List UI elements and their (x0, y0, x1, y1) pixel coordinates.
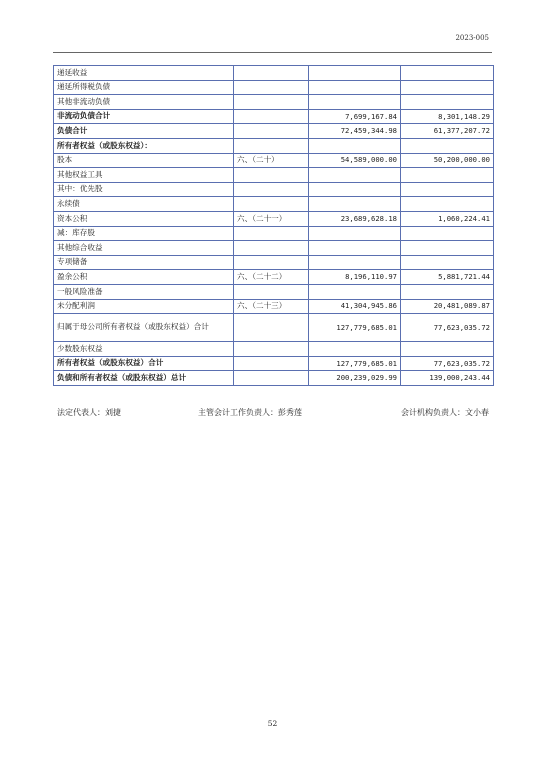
balance-sheet-table (53, 65, 494, 386)
table-row (54, 371, 494, 386)
table-row (54, 211, 494, 226)
table-row (54, 109, 494, 124)
table-row (54, 299, 494, 314)
row-item: 其中：优先股 (54, 182, 234, 197)
row-begin-value: 77,623,035.72 (401, 356, 494, 371)
accounting-supervisor: 主管会计工作负责人：彭秀莲 (198, 408, 302, 417)
row-end-value: 54,589,000.00 (309, 153, 401, 168)
row-note (234, 124, 309, 139)
table-row (54, 153, 494, 168)
row-note: 六、（二十三） (234, 299, 309, 314)
table-row (54, 241, 494, 256)
row-begin-value (401, 182, 494, 197)
table-row (54, 226, 494, 241)
row-begin-value (401, 138, 494, 153)
table-row (54, 182, 494, 197)
row-begin-value (401, 95, 494, 110)
row-note (234, 109, 309, 124)
table-row (54, 95, 494, 110)
table-row (54, 255, 494, 270)
row-item: 负债和所有者权益（或股东权益）总计 (54, 371, 234, 386)
row-end-value: 23,689,628.18 (309, 211, 401, 226)
row-note (234, 168, 309, 183)
row-end-value: 7,699,167.84 (309, 109, 401, 124)
row-item: 其他权益工具 (54, 168, 234, 183)
row-note: 六、（二十一） (234, 211, 309, 226)
table-row (54, 356, 494, 371)
row-begin-value: 139,000,243.44 (401, 371, 494, 386)
header-divider (53, 52, 492, 53)
row-item: 未分配利润 (54, 299, 234, 314)
row-begin-value (401, 255, 494, 270)
row-item: 递延所得税负债 (54, 80, 234, 95)
row-item: 永续债 (54, 197, 234, 212)
row-item: 盈余公积 (54, 270, 234, 285)
row-begin-value (401, 80, 494, 95)
row-note (234, 371, 309, 386)
row-begin-value (401, 66, 494, 81)
row-note (234, 95, 309, 110)
row-item: 归属于母公司所有者权益（或股东权益）合计 (54, 314, 234, 342)
row-end-value (309, 80, 401, 95)
document-code: 2023-005 (455, 34, 489, 42)
row-end-value (309, 226, 401, 241)
row-end-value (309, 342, 401, 357)
row-note (234, 138, 309, 153)
table-row (54, 284, 494, 299)
table-row (54, 342, 494, 357)
row-note (234, 66, 309, 81)
row-end-value (309, 168, 401, 183)
row-item: 专项储备 (54, 255, 234, 270)
row-item: 其他非流动负债 (54, 95, 234, 110)
row-note (234, 314, 309, 342)
row-end-value: 8,196,110.97 (309, 270, 401, 285)
row-begin-value (401, 342, 494, 357)
row-note (234, 182, 309, 197)
row-end-value: 41,304,945.86 (309, 299, 401, 314)
row-end-value (309, 95, 401, 110)
row-begin-value: 5,881,721.44 (401, 270, 494, 285)
row-note (234, 197, 309, 212)
row-end-value (309, 241, 401, 256)
row-begin-value: 50,200,000.00 (401, 153, 494, 168)
row-item: 所有者权益（或股东权益）合计 (54, 356, 234, 371)
row-end-value (309, 66, 401, 81)
row-begin-value (401, 226, 494, 241)
table-row (54, 124, 494, 139)
row-begin-value: 61,377,207.72 (401, 124, 494, 139)
table-row (54, 270, 494, 285)
row-item: 其他综合收益 (54, 241, 234, 256)
row-note (234, 255, 309, 270)
row-end-value: 127,779,685.01 (309, 356, 401, 371)
row-begin-value: 77,623,035.72 (401, 314, 494, 342)
table-row (54, 197, 494, 212)
table-row (54, 138, 494, 153)
row-end-value (309, 284, 401, 299)
table-row (54, 314, 494, 342)
page-number: 52 (267, 719, 278, 728)
row-note: 六、（二十二） (234, 270, 309, 285)
row-note (234, 284, 309, 299)
row-note (234, 241, 309, 256)
row-item: 少数股东权益 (54, 342, 234, 357)
row-begin-value: 20,481,089.87 (401, 299, 494, 314)
row-item: 减：库存股 (54, 226, 234, 241)
row-note (234, 80, 309, 95)
table-row (54, 168, 494, 183)
row-begin-value (401, 197, 494, 212)
row-end-value (309, 138, 401, 153)
row-end-value: 72,459,344.98 (309, 124, 401, 139)
row-end-value (309, 255, 401, 270)
row-end-value (309, 182, 401, 197)
row-item: 股本 (54, 153, 234, 168)
row-end-value: 200,239,029.99 (309, 371, 401, 386)
row-item: 非流动负债合计 (54, 109, 234, 124)
table-row (54, 80, 494, 95)
row-item: 资本公积 (54, 211, 234, 226)
row-begin-value (401, 241, 494, 256)
row-note: 六、（二十） (234, 153, 309, 168)
row-end-value (309, 197, 401, 212)
legal-representative: 法定代表人：刘捷 (57, 408, 121, 417)
row-note (234, 356, 309, 371)
table-row (54, 66, 494, 81)
row-note (234, 342, 309, 357)
row-item: 所有者权益（或股东权益）： (54, 138, 234, 153)
row-item: 递延收益 (54, 66, 234, 81)
row-begin-value (401, 284, 494, 299)
row-note (234, 226, 309, 241)
accounting-department-head: 会计机构负责人：文小春 (401, 408, 489, 417)
row-item: 负债合计 (54, 124, 234, 139)
row-item: 一般风险准备 (54, 284, 234, 299)
row-end-value: 127,779,685.01 (309, 314, 401, 342)
row-begin-value: 1,060,224.41 (401, 211, 494, 226)
row-begin-value: 8,301,148.29 (401, 109, 494, 124)
row-begin-value (401, 168, 494, 183)
